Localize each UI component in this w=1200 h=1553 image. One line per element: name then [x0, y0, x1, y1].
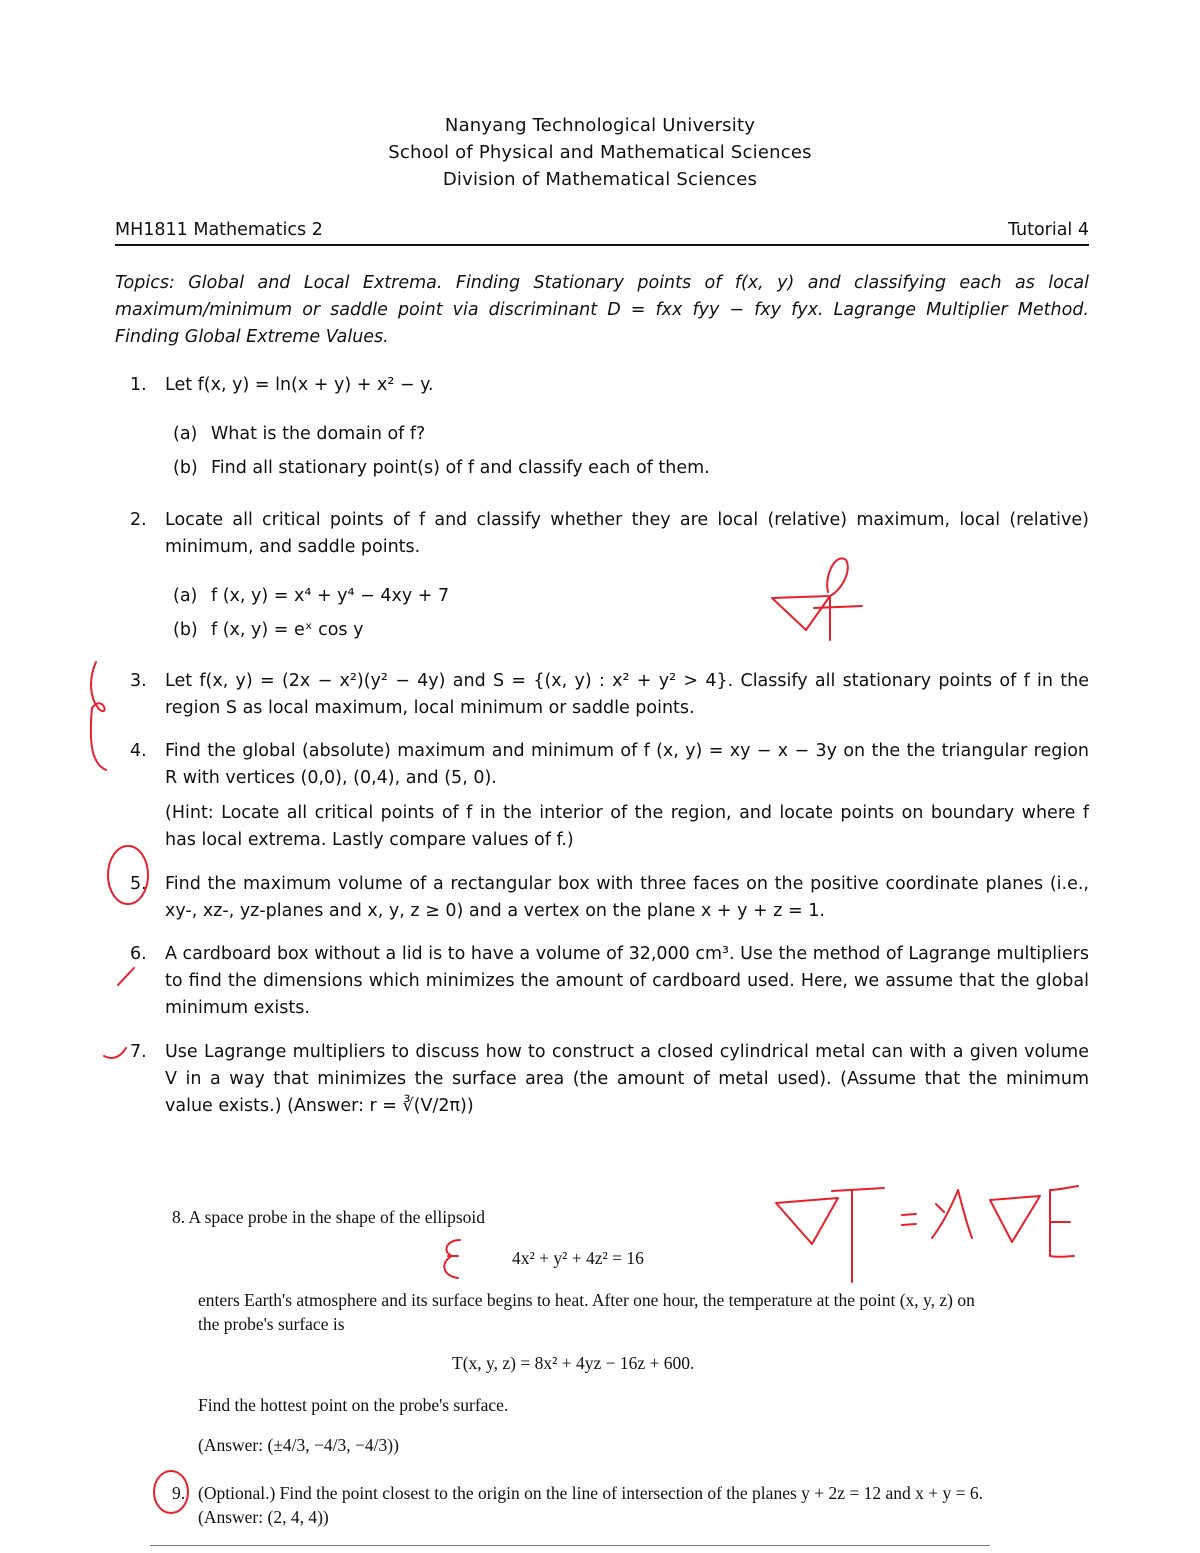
course-title: MH1811 Mathematics 2: [115, 220, 323, 240]
question-number: 2.: [130, 510, 147, 530]
question-4: [115, 738, 1089, 792]
part-text: f (x, y) = eˣ cos y: [211, 620, 364, 640]
question-5: [115, 871, 1089, 925]
question-number: 5.: [130, 874, 147, 894]
part-label: (b): [173, 620, 198, 640]
question-text: A cardboard box without a lid is to have a volume of 32,000 cm³. Use the method of Lagrange multipliers to find the dimensions which minimizes the amount of cardboard used. Here, we assume that the global minimum exists.: [165, 944, 1089, 1018]
part-text: What is the domain of f?: [211, 424, 426, 444]
question-text: Use Lagrange multipliers to discuss how to construct a closed cylindrical metal can with a given volume V in a way that minimizes the surface area (the amount of metal used). (Assume that the minimum value exists.) (Answer: r = ∛(V/2π)): [165, 1042, 1089, 1116]
part-text: f (x, y) = x⁴ + y⁴ − 4xy + 7: [211, 586, 450, 606]
question-text: Locate all critical points of f and classify whether they are local (relative) maximum, local (relative) minimum, and saddle points.: [165, 510, 1089, 557]
question-1b: [115, 455, 1089, 482]
school-name: School of Physical and Mathematical Sciences: [388, 142, 812, 163]
division-name: Division of Mathematical Sciences: [442, 169, 758, 190]
header-rule: [115, 244, 1089, 246]
question-number: 4.: [130, 741, 147, 761]
part-label: (a): [173, 424, 198, 444]
part-label: (b): [173, 458, 198, 478]
question-1: [115, 372, 1089, 399]
question-2b: [115, 617, 1089, 644]
ellipsoid-equation: 4x² + y² + 4z² = 16: [512, 1248, 644, 1268]
question-text: Let f(x, y) = ln(x + y) + x² − y.: [165, 375, 434, 395]
part-text: Find all stationary point(s) of f and classify each of them.: [211, 458, 710, 478]
question-number: 6.: [130, 944, 147, 964]
question-number: 3.: [130, 671, 147, 691]
question-number: 7.: [130, 1042, 147, 1062]
question-6: [115, 941, 1089, 1022]
question-8-find: Find the hottest point on the probe's surface.: [198, 1395, 509, 1415]
question-1a: [115, 421, 1089, 448]
question-4-hint: [115, 800, 1089, 854]
question-text: Find the maximum volume of a rectangular box with three faces on the positive coordinate planes (i.e., xy-, xz-, yz-planes and x, y, z ≥ 0) and a vertex on the plane x + y + z = 1.: [165, 874, 1089, 921]
question-number: 8.: [172, 1207, 186, 1227]
document-header: [0, 112, 1200, 193]
question-text: A space probe in the shape of the ellipsoid: [188, 1207, 485, 1227]
question-8-text: enters Earth's atmosphere and its surface begins to heat. After one hour, the temperature at the point (x, y, z) on the probe's surface is: [198, 1290, 975, 1334]
question-9-text: (Optional.) Find the point closest to the origin on the line of intersection of the planes y + 2z = 12 and x + y = 6. (Answer: (2, 4, 4)): [198, 1483, 984, 1527]
bracket-annotation: [91, 662, 106, 770]
temperature-equation: T(x, y, z) = 8x² + 4yz − 16z + 600.: [452, 1353, 695, 1373]
question-3: [115, 668, 1089, 722]
question-number: 9.: [172, 1483, 186, 1503]
question-8-intro: [172, 1205, 485, 1229]
question-text: Find the global (absolute) maximum and minimum of f (x, y) = xy − x − 3y on the the triangular region R with vertices (0,0), (0,4), and (5, 0).: [165, 741, 1089, 788]
question-2: [115, 507, 1089, 561]
question-2a: [115, 583, 1089, 610]
question-8-answer: (Answer: (±4/3, −4/3, −4/3)): [198, 1435, 399, 1455]
question-number: 1.: [130, 375, 147, 395]
part-label: (a): [173, 586, 198, 606]
topics-paragraph: Topics: Global and Local Extrema. Finding Stationary points of f(x, y) and classifying each as local maximum/minimum or saddle point via discriminant D = fxx fyy − fxy fyx. Lagrange Multiplier Method. Finding Global Extreme Values.: [115, 273, 1089, 347]
question-7: [115, 1039, 1089, 1120]
tutorial-number: Tutorial 4: [1007, 220, 1089, 240]
university-name: Nanyang Technological University: [444, 115, 756, 136]
gradient-equation-annotation: [776, 1186, 1078, 1282]
question-text: Let f(x, y) = (2x − x²)(y² − 4y) and S = {(x, y) : x² + y² > 4}. Classify all stationary points of f in the region S as local maximum, local minimum or saddle points.: [165, 671, 1089, 718]
epsilon-annotation: [444, 1240, 460, 1278]
hint-text: (Hint: Locate all critical points of f in the interior of the region, and locate points on boundary where f has local extrema. Lastly compare values of f.): [165, 803, 1089, 850]
bottom-rule: [150, 1545, 990, 1546]
